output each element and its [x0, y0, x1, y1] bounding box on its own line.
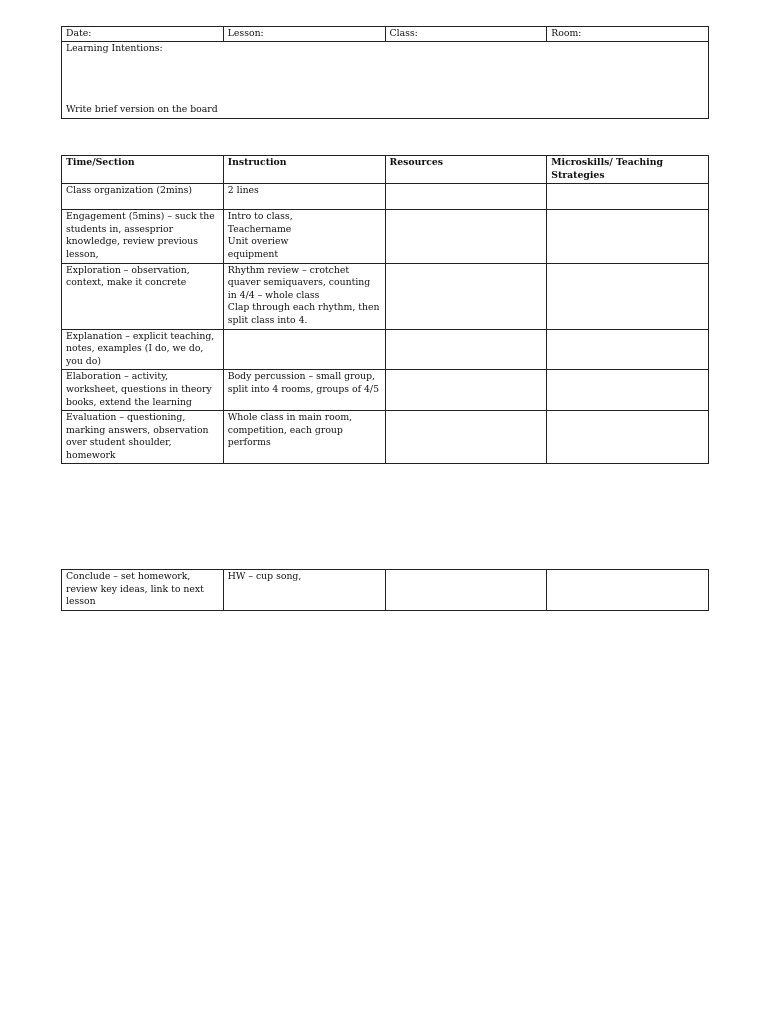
- cell-line: Explanation – explicit teaching,: [66, 330, 215, 342]
- table-row: [62, 184, 709, 210]
- table-row: [62, 411, 709, 464]
- cell-line: performs: [227, 437, 271, 449]
- section-cell[interactable]: [62, 411, 224, 464]
- col-header-strategies-line: Strategies: [551, 169, 605, 181]
- cell-line: Intro to class,: [227, 211, 293, 223]
- cell-line: Unit overiew: [227, 236, 289, 248]
- cell-line: books, extend the learning: [66, 396, 192, 408]
- class-label: Class:: [389, 28, 418, 39]
- cell-line: Conclude – set homework,: [66, 571, 191, 582]
- room-field[interactable]: [547, 27, 709, 42]
- section-cell[interactable]: [62, 329, 224, 370]
- cell-line: Elaboration – activity,: [66, 371, 169, 383]
- table-row: [62, 263, 709, 329]
- lesson-header-table: [61, 26, 709, 119]
- table-row: [62, 570, 709, 611]
- col-header-strategies-line: Microskills/ Teaching: [551, 157, 663, 168]
- cell-line: Whole class in main room,: [227, 412, 353, 424]
- instruction-cell[interactable]: [223, 411, 385, 464]
- lesson-plan-table: [61, 155, 709, 464]
- cell-line: context, make it concrete: [66, 277, 187, 289]
- table-row: [62, 329, 709, 370]
- cell-line: notes, examples (I do, we do,: [66, 343, 204, 355]
- conclude-instruction-cell[interactable]: [223, 570, 385, 611]
- cell-line: Evaluation – questioning,: [66, 412, 186, 424]
- cell-line: knowledge, review previous: [66, 236, 199, 248]
- room-label: Room:: [551, 28, 582, 39]
- strategies-cell[interactable]: [547, 263, 709, 329]
- col-header-resources: Resources: [385, 156, 547, 184]
- conclude-section-cell[interactable]: [62, 570, 224, 611]
- conclude-strategies-cell[interactable]: [547, 570, 709, 611]
- learning-intentions-label: Learning Intentions:: [66, 42, 163, 54]
- strategies-cell[interactable]: [547, 329, 709, 370]
- col-header-instruction: Instruction: [223, 156, 385, 184]
- resources-cell[interactable]: [385, 210, 547, 263]
- cell-line: review key ideas, link to next: [66, 583, 204, 595]
- cell-line: 2 lines: [227, 185, 259, 197]
- instruction-cell[interactable]: [223, 263, 385, 329]
- resources-cell[interactable]: [385, 370, 547, 411]
- cell-line: in 4/4 – whole class: [227, 289, 320, 301]
- cell-line: split into 4 rooms, groups of 4/5: [227, 383, 379, 395]
- section-cell[interactable]: [62, 263, 224, 329]
- strategies-cell[interactable]: [547, 184, 709, 210]
- section-cell[interactable]: [62, 210, 224, 263]
- cell-line: competition, each group: [227, 424, 343, 436]
- cell-line: Engagement (5mins) – suck the: [66, 211, 215, 223]
- cell-line: equipment: [227, 248, 279, 260]
- learning-intentions-field[interactable]: [62, 41, 709, 118]
- cell-line: Exploration – observation,: [66, 264, 190, 276]
- class-field[interactable]: [385, 27, 547, 42]
- table-row: [62, 370, 709, 411]
- instruction-cell[interactable]: [223, 329, 385, 370]
- instruction-cell[interactable]: [223, 370, 385, 411]
- instruction-cell[interactable]: [223, 210, 385, 263]
- section-cell[interactable]: [62, 370, 224, 411]
- strategies-cell[interactable]: [547, 411, 709, 464]
- section-cell[interactable]: [62, 184, 224, 210]
- cell-line: over student shoulder,: [66, 437, 172, 449]
- col-header-time-section: Time/Section: [62, 156, 224, 184]
- resources-cell[interactable]: [385, 411, 547, 464]
- cell-line: students in, assesprior: [66, 223, 174, 235]
- resources-cell[interactable]: [385, 329, 547, 370]
- date-field[interactable]: [62, 27, 224, 42]
- cell-line: Rhythm review – crotchet: [227, 264, 350, 276]
- cell-line: Teachername: [227, 223, 292, 235]
- resources-cell[interactable]: [385, 263, 547, 329]
- lesson-field[interactable]: [223, 27, 385, 42]
- table-row: [62, 210, 709, 263]
- lesson-label: Lesson:: [227, 28, 264, 39]
- cell-line: Class organization (2mins): [66, 185, 193, 197]
- cell-line: lesson: [66, 596, 96, 608]
- cell-line: homework: [66, 449, 116, 461]
- col-header-strategies: [547, 156, 709, 184]
- cell-line: Clap through each rhythm, then: [227, 302, 380, 314]
- cell-line: you do): [66, 355, 101, 367]
- cell-line: lesson,: [66, 248, 99, 260]
- cell-line: Body percussion – small group,: [227, 371, 376, 383]
- conclude-table: [61, 569, 709, 611]
- cell-line: HW – cup song,: [227, 571, 302, 582]
- board-note: Write brief version on the board: [66, 104, 218, 115]
- cell-line: worksheet, questions in theory: [66, 383, 212, 395]
- instruction-cell[interactable]: [223, 184, 385, 210]
- conclude-resources-cell[interactable]: [385, 570, 547, 611]
- cell-line: split class into 4.: [227, 314, 308, 326]
- cell-line: marking answers, observation: [66, 424, 209, 436]
- strategies-cell[interactable]: [547, 370, 709, 411]
- cell-line: quaver semiquavers, counting: [227, 277, 371, 289]
- strategies-cell[interactable]: [547, 210, 709, 263]
- date-label: Date:: [66, 28, 92, 39]
- resources-cell[interactable]: [385, 184, 547, 210]
